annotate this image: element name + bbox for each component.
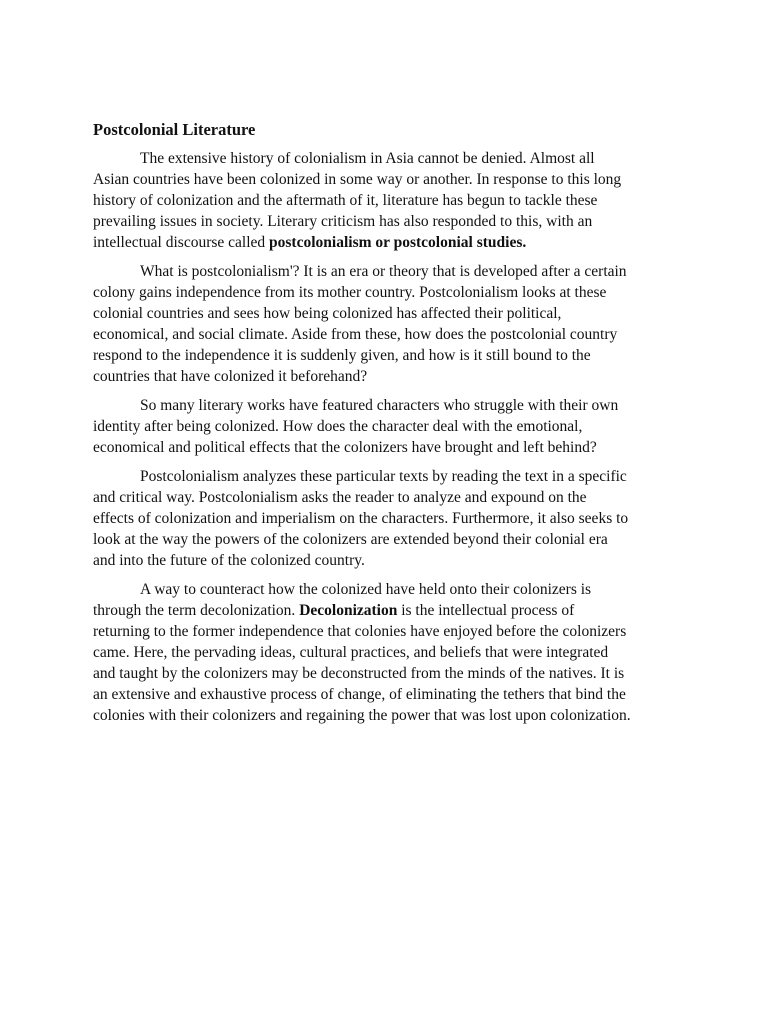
- paragraph-line: What is postcolonialism'? It is an era or theory that is developed after a certain: [140, 263, 627, 280]
- paragraph-line-mixed: [93, 600, 683, 621]
- paragraph-line: identity after being colonized. How does the character deal with the emotional,: [93, 418, 583, 435]
- paragraph-line: So many literary works have featured characters who struggle with their own: [140, 397, 619, 414]
- paragraph-text: is the intellectual process of: [397, 602, 575, 619]
- paragraph-line: and into the future of the colonized country.: [93, 552, 365, 569]
- paragraph-line: A way to counteract how the colonized have held onto their colonizers is: [140, 581, 592, 598]
- paragraph-3: [93, 395, 683, 458]
- paragraph-line-mixed: [93, 232, 683, 253]
- paragraph-line: an extensive and exhaustive process of change, of eliminating the tethers that bind the: [93, 686, 626, 703]
- paragraph-line: respond to the independence it is suddenly given, and how is it still bound to the: [93, 347, 591, 364]
- paragraph-line: and taught by the colonizers may be deconstructed from the minds of the natives. It is: [93, 665, 625, 682]
- bold-term: postcolonialism or postcolonial studies.: [269, 234, 527, 251]
- paragraph-line: prevailing issues in society. Literary criticism has also responded to this, with an: [93, 213, 593, 230]
- document-heading: Postcolonial Literature: [93, 120, 256, 139]
- paragraph-text: through the term decolonization.: [93, 602, 300, 619]
- document-body: [93, 119, 683, 734]
- paragraph-line: economical and political effects that the colonizers have brought and left behind?: [93, 439, 597, 456]
- paragraph-line: Asian countries have been colonized in some way or another. In response to this long: [93, 171, 622, 188]
- bold-term: Decolonization: [299, 602, 398, 619]
- paragraph-line: and critical way. Postcolonialism asks the reader to analyze and expound on the: [93, 489, 587, 506]
- paragraph-line: colonial countries and sees how being colonized has affected their political,: [93, 305, 562, 322]
- paragraph-line: came. Here, the pervading ideas, cultural practices, and beliefs that were integrated: [93, 644, 609, 661]
- paragraph-line: colonies with their colonizers and regaining the power that was lost upon colonization.: [93, 707, 631, 724]
- paragraph-2: [93, 261, 683, 387]
- paragraph-line: economical, and social climate. Aside from these, how does the postcolonial country: [93, 326, 618, 343]
- paragraph-line: returning to the former independence that colonies have enjoyed before the colonizers: [93, 623, 627, 640]
- paragraph-line: effects of colonization and imperialism on the characters. Furthermore, it also seeks to: [93, 510, 629, 527]
- paragraph-line: colony gains independence from its mother country. Postcolonialism looks at these: [93, 284, 607, 301]
- paragraph-4: [93, 466, 683, 571]
- paragraph-line: history of colonization and the aftermath of it, literature has begun to tackle these: [93, 192, 598, 209]
- paragraph-1: [93, 148, 683, 253]
- paragraph-text: intellectual discourse called: [93, 234, 270, 251]
- paragraph-5: [93, 579, 683, 726]
- paragraph-line: The extensive history of colonialism in Asia cannot be denied. Almost all: [140, 150, 595, 167]
- paragraph-line: countries that have colonized it beforehand?: [93, 368, 368, 385]
- paragraph-line: Postcolonialism analyzes these particular texts by reading the text in a specific: [140, 468, 627, 485]
- paragraph-line: look at the way the powers of the colonizers are extended beyond their colonial era: [93, 531, 608, 548]
